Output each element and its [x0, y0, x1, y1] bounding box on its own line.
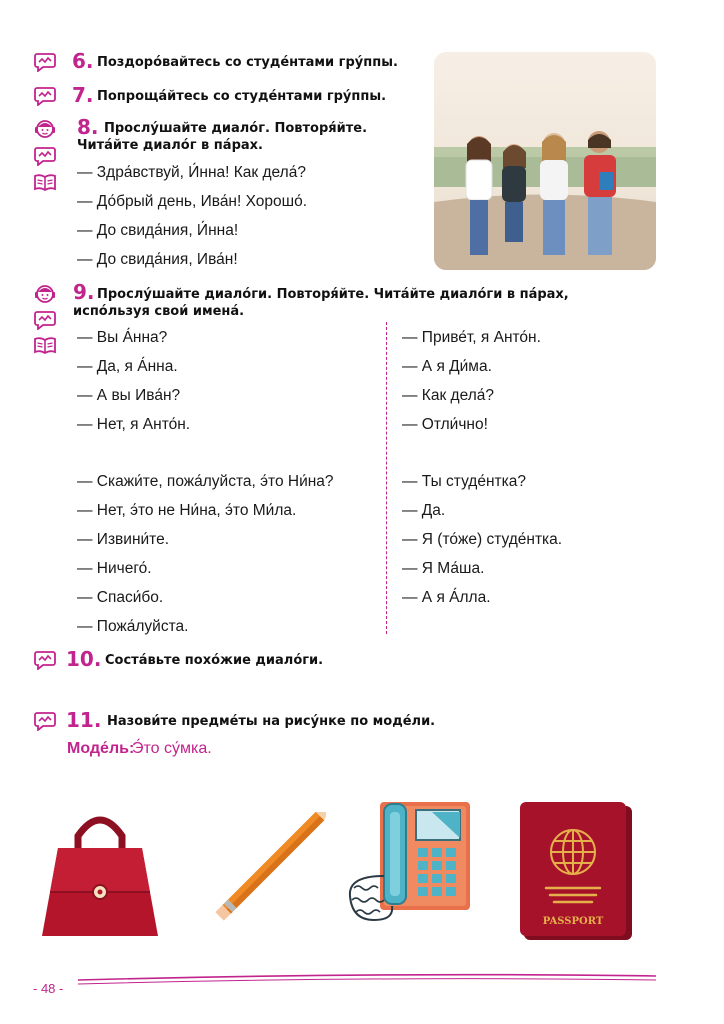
exercise-title: Назови́те предме́ты на рису́нке по моде́ли. — [107, 714, 436, 729]
dialogue-line: — Я Ма́ша. — [402, 560, 485, 577]
speech-icon — [34, 52, 56, 72]
dialogue-line: — До свида́ния, И́нна! — [77, 222, 239, 239]
exercise-title: Соста́вьте похо́жие диало́ги. — [105, 653, 324, 668]
exercise-number: 8. — [77, 115, 99, 139]
speech-icon — [34, 650, 56, 670]
dialogue-line: — Как дела́? — [402, 387, 494, 404]
dialogue-line: — Да. — [402, 502, 446, 519]
speech-icon — [34, 86, 56, 106]
exercise-title: Прослу́шайте диало́ги. Повторя́йте. Чита́йте диало́ги в па́рах, — [97, 287, 569, 302]
dialogue-line: — А вы Ива́н? — [77, 387, 181, 404]
dialogue-line: — Скажи́те, пожа́луйста, э́то Ни́на? — [77, 473, 334, 490]
dialogue-line: — До свида́ния, Ива́н! — [77, 251, 238, 268]
speech-icon — [34, 146, 56, 166]
exercise-title: Чита́йте диало́г в па́рах. — [77, 138, 263, 153]
footer-line — [78, 970, 656, 988]
dialogue-line: — Спаси́бо. — [77, 589, 164, 606]
dialogue-line: — А я А́лла. — [402, 589, 491, 606]
dialogue-line: — Нет, я Анто́н. — [77, 416, 191, 433]
exercise-number: 7. — [72, 83, 94, 107]
dialogue-line: — А я Ди́ма. — [402, 358, 492, 375]
model-label: Моде́ль: — [67, 740, 135, 757]
exercise-title: Попроща́йтесь со студе́нтами гру́ппы. — [97, 89, 387, 104]
book-icon — [34, 335, 56, 355]
dialogue-line: — Вы А́нна? — [77, 329, 168, 346]
dialogue-line: — Здра́вствуй, И́нна! Как дела́? — [77, 164, 306, 181]
exercise-title: Прослу́шайте диало́г. Повторя́йте. — [104, 121, 368, 136]
exercise-number: 11. — [66, 708, 102, 732]
handbag-icon — [40, 808, 160, 940]
exercise-number: 6. — [72, 49, 94, 73]
dialogue-line: — До́брый день, Ива́н! Хорошо́. — [77, 193, 307, 210]
speech-icon — [34, 711, 56, 731]
dialogue-line: — Отли́чно! — [402, 416, 488, 433]
page-number: - 48 - — [33, 981, 64, 996]
passport-icon — [518, 800, 634, 942]
book-icon — [34, 172, 56, 192]
column-divider — [386, 322, 387, 634]
exercise-title: испо́льзуя свои́ имена́. — [73, 304, 245, 319]
dialogue-line: — Ты студе́нтка? — [402, 473, 526, 490]
dialogue-line: — Нет, э́то не Ни́на, э́то Ми́ла. — [77, 502, 297, 519]
dialogue-line: — Я (то́же) студе́нтка. — [402, 531, 563, 548]
headphones-icon — [34, 118, 56, 140]
exercise-number: 10. — [66, 647, 102, 671]
exercise-title: Поздоро́вайтесь со студе́нтами гру́ппы. — [97, 55, 398, 70]
dialogue-line: — Извини́те. — [77, 531, 170, 548]
passport-label: PASSPORT — [542, 916, 604, 927]
dialogue-line: — Да, я А́нна. — [77, 358, 178, 375]
dialogue-line: — Приве́т, я Анто́н. — [402, 329, 541, 346]
telephone-icon — [344, 796, 474, 936]
dialogue-line: — Пожа́луйста. — [77, 618, 189, 635]
exercise-number: 9. — [73, 280, 95, 304]
dialogue-line: — Ничего́. — [77, 560, 152, 577]
pencil-icon — [198, 812, 326, 936]
students-photo — [434, 52, 656, 270]
speech-icon — [34, 310, 56, 330]
model-text: Э́то су́мка. — [132, 740, 212, 757]
headphones-icon — [34, 283, 56, 305]
